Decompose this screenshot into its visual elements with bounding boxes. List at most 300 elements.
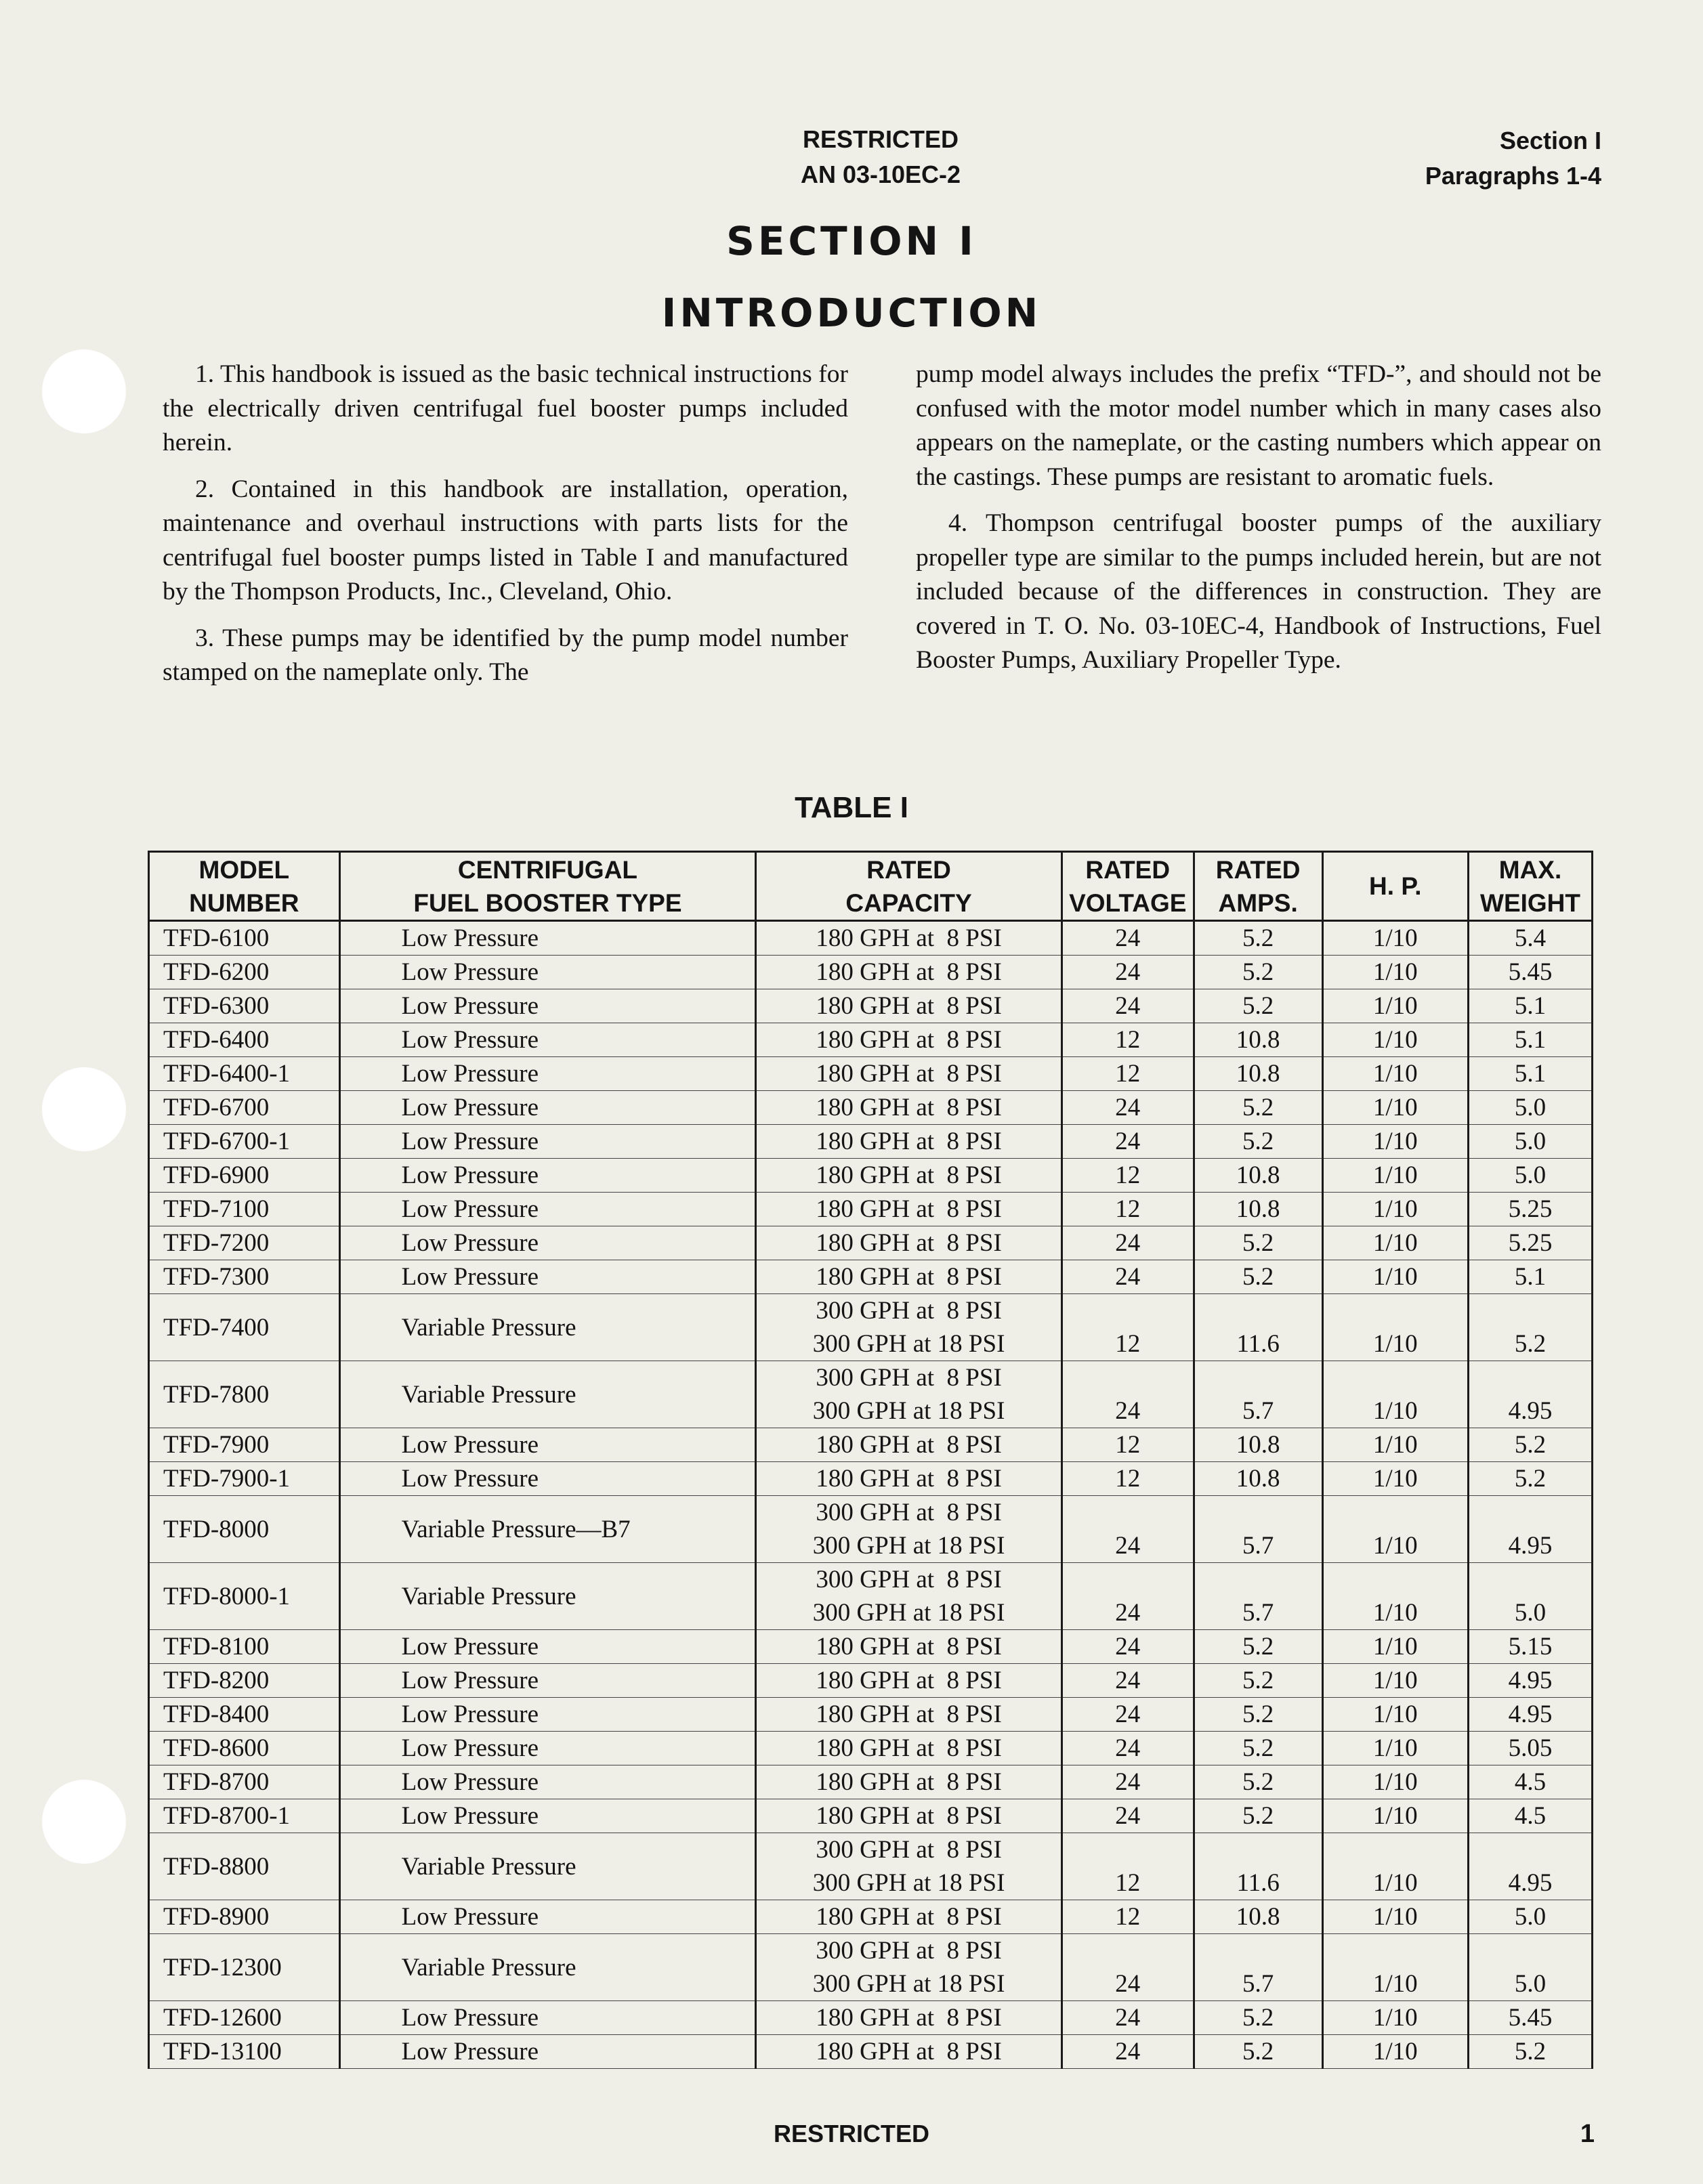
cell-amps: 11.6 — [1194, 1294, 1322, 1361]
cell-voltage: 24 — [1061, 921, 1194, 956]
cell-capacity — [756, 2001, 1061, 2035]
paragraph-3-start: 3. These pumps may be identified by the pump model number stamped on the nameplate only. The — [163, 624, 848, 686]
cell-amps: 10.8 — [1194, 1193, 1322, 1226]
capacity-line: 300 GPH at 8 PSI — [816, 1364, 1002, 1392]
table-row — [149, 1833, 1593, 1900]
capacity-line: 180 GPH at 8 PSI — [816, 2038, 1002, 2065]
cell-model: TFD-6400-1 — [149, 1057, 340, 1091]
cell-model: TFD-6700-1 — [149, 1125, 340, 1159]
cell-weight: 5.1 — [1469, 989, 1593, 1023]
header-rated-amps-line: AMPS. — [1218, 888, 1298, 917]
cell-weight: 5.2 — [1469, 1462, 1593, 1496]
cell-hp: 1/10 — [1322, 1563, 1468, 1630]
cell-type: Variable Pressure — [339, 1934, 756, 2001]
cell-amps: 5.2 — [1194, 1664, 1322, 1698]
cell-amps: 5.2 — [1194, 1260, 1322, 1294]
cell-model: TFD-8600 — [149, 1732, 340, 1765]
cell-capacity — [756, 956, 1061, 989]
capacity-line: 180 GPH at 8 PSI — [816, 1431, 1002, 1459]
capacity-line: 180 GPH at 8 PSI — [816, 1700, 1002, 1728]
cell-model: TFD-6100 — [149, 921, 340, 956]
cell-amps: 5.2 — [1194, 1091, 1322, 1125]
capacity-line: 300 GPH at 8 PSI — [816, 1499, 1002, 1526]
cell-capacity — [756, 1091, 1061, 1125]
cell-capacity — [756, 1833, 1061, 1900]
cell-weight: 5.2 — [1469, 1294, 1593, 1361]
cell-amps: 10.8 — [1194, 1159, 1322, 1193]
cell-weight: 5.45 — [1469, 956, 1593, 989]
capacity-line: 180 GPH at 8 PSI — [816, 1026, 1002, 1054]
capacity-line: 180 GPH at 8 PSI — [816, 1060, 1002, 1088]
cell-type: Low Pressure — [339, 1900, 756, 1934]
cell-capacity — [756, 1057, 1061, 1091]
cell-voltage: 12 — [1061, 1833, 1194, 1900]
capacity-line: 180 GPH at 8 PSI — [816, 1263, 1002, 1291]
cell-hp: 1/10 — [1322, 1260, 1468, 1294]
cell-amps: 10.8 — [1194, 1462, 1322, 1496]
cell-type: Variable Pressure — [339, 1361, 756, 1428]
capacity-line: 180 GPH at 8 PSI — [816, 1465, 1002, 1493]
capacity-line: 300 GPH at 18 PSI — [812, 1532, 1005, 1560]
cell-capacity — [756, 1563, 1061, 1630]
cell-amps: 5.2 — [1194, 1226, 1322, 1260]
table-row — [149, 2035, 1593, 2069]
cell-weight: 5.1 — [1469, 1057, 1593, 1091]
cell-voltage: 24 — [1061, 1732, 1194, 1765]
cell-hp: 1/10 — [1322, 2001, 1468, 2035]
cell-capacity — [756, 1934, 1061, 2001]
cell-model: TFD-8200 — [149, 1664, 340, 1698]
table-row — [149, 1159, 1593, 1193]
cell-type: Low Pressure — [339, 2035, 756, 2069]
cell-type: Low Pressure — [339, 1159, 756, 1193]
header-rated-voltage — [1061, 852, 1194, 921]
capacity-line: 180 GPH at 8 PSI — [816, 1195, 1002, 1223]
header-section: Section I — [1499, 127, 1601, 154]
cell-weight: 5.25 — [1469, 1226, 1593, 1260]
cell-voltage: 12 — [1061, 1057, 1194, 1091]
cell-capacity — [756, 989, 1061, 1023]
table-row — [149, 1934, 1593, 2001]
binder-hole-bottom — [42, 1780, 126, 1864]
cell-amps: 10.8 — [1194, 1023, 1322, 1057]
cell-amps: 5.2 — [1194, 989, 1322, 1023]
cell-voltage: 12 — [1061, 1900, 1194, 1934]
cell-type: Low Pressure — [339, 1732, 756, 1765]
cell-type: Low Pressure — [339, 1260, 756, 1294]
header-max-weight-line: WEIGHT — [1480, 888, 1580, 917]
cell-capacity — [756, 1361, 1061, 1428]
cell-type: Low Pressure — [339, 2001, 756, 2035]
capacity-line: 180 GPH at 8 PSI — [816, 1903, 1002, 1931]
cell-weight: 5.2 — [1469, 1428, 1593, 1462]
cell-capacity — [756, 1765, 1061, 1799]
cell-model: TFD-12600 — [149, 2001, 340, 2035]
table-row — [149, 1563, 1593, 1630]
cell-voltage: 24 — [1061, 1125, 1194, 1159]
header-rated-voltage-line: VOLTAGE — [1069, 888, 1187, 917]
header-rated-capacity — [756, 852, 1061, 921]
cell-model: TFD-12300 — [149, 1934, 340, 2001]
cell-voltage: 24 — [1061, 1091, 1194, 1125]
cell-model: TFD-8000-1 — [149, 1563, 340, 1630]
cell-weight: 5.0 — [1469, 1900, 1593, 1934]
cell-type: Low Pressure — [339, 989, 756, 1023]
cell-amps: 10.8 — [1194, 1900, 1322, 1934]
cell-type: Low Pressure — [339, 956, 756, 989]
right-column — [916, 358, 1601, 690]
cell-type: Low Pressure — [339, 1226, 756, 1260]
cell-model: TFD-7900-1 — [149, 1462, 340, 1496]
cell-amps: 5.2 — [1194, 1765, 1322, 1799]
cell-weight: 5.0 — [1469, 1091, 1593, 1125]
header-classification: RESTRICTED — [802, 125, 959, 153]
cell-capacity — [756, 2035, 1061, 2069]
header-hp-line: H. P. — [1369, 872, 1422, 900]
cell-hp: 1/10 — [1322, 989, 1468, 1023]
cell-voltage: 24 — [1061, 1698, 1194, 1732]
header-max-weight-line: MAX. — [1498, 855, 1562, 884]
header-rated-capacity-line: CAPACITY — [845, 888, 972, 917]
cell-voltage: 12 — [1061, 1023, 1194, 1057]
capacity-line: 300 GPH at 18 PSI — [812, 1397, 1005, 1425]
cell-hp: 1/10 — [1322, 1226, 1468, 1260]
cell-weight: 4.95 — [1469, 1833, 1593, 1900]
cell-model: TFD-6700 — [149, 1091, 340, 1125]
cell-weight: 5.05 — [1469, 1732, 1593, 1765]
paragraph-3-continued: pump model always includes the prefix “TFD-”, and should not be confused with the motor model number which in many cases also appears on the nameplate, or the casting numbers which appear on the castings. These pumps are resistant to aromatic fuels. — [916, 360, 1601, 491]
table-row — [149, 1664, 1593, 1698]
cell-voltage: 24 — [1061, 1664, 1194, 1698]
cell-model: TFD-7300 — [149, 1260, 340, 1294]
cell-amps: 10.8 — [1194, 1428, 1322, 1462]
capacity-line: 180 GPH at 8 PSI — [816, 924, 1002, 952]
table-header-row — [149, 852, 1593, 921]
header-hp — [1322, 852, 1468, 921]
capacity-line: 180 GPH at 8 PSI — [816, 1768, 1002, 1796]
cell-model: TFD-6300 — [149, 989, 340, 1023]
page-title: INTRODUCTION — [661, 290, 1042, 336]
cell-model: TFD-7800 — [149, 1361, 340, 1428]
cell-hp: 1/10 — [1322, 1630, 1468, 1664]
cell-model: TFD-7200 — [149, 1226, 340, 1260]
cell-capacity — [756, 1900, 1061, 1934]
capacity-line: 180 GPH at 8 PSI — [816, 1633, 1002, 1661]
cell-weight: 5.0 — [1469, 1934, 1593, 2001]
cell-type: Variable Pressure—B7 — [339, 1496, 756, 1563]
header-model-number — [149, 852, 340, 921]
capacity-line: 180 GPH at 8 PSI — [816, 992, 1002, 1020]
cell-model: TFD-8100 — [149, 1630, 340, 1664]
cell-capacity — [756, 1294, 1061, 1361]
cell-hp: 1/10 — [1322, 1799, 1468, 1833]
capacity-line: 300 GPH at 8 PSI — [816, 1937, 1002, 1965]
cell-voltage: 24 — [1061, 1563, 1194, 1630]
cell-hp: 1/10 — [1322, 1159, 1468, 1193]
cell-model: TFD-8700-1 — [149, 1799, 340, 1833]
cell-voltage: 12 — [1061, 1428, 1194, 1462]
cell-type: Variable Pressure — [339, 1563, 756, 1630]
cell-hp: 1/10 — [1322, 1765, 1468, 1799]
cell-hp: 1/10 — [1322, 956, 1468, 989]
cell-type: Low Pressure — [339, 1091, 756, 1125]
page-header-center — [725, 122, 1036, 192]
left-column — [163, 358, 848, 702]
cell-voltage: 12 — [1061, 1193, 1194, 1226]
cell-weight: 5.0 — [1469, 1563, 1593, 1630]
cell-type: Low Pressure — [339, 1799, 756, 1833]
capacity-line: 180 GPH at 8 PSI — [816, 2004, 1002, 2032]
table-row — [149, 1260, 1593, 1294]
cell-weight: 4.95 — [1469, 1698, 1593, 1732]
paragraph-1: 1. This handbook is issued as the basic technical instructions for the electrically driven centrifugal fuel booster pumps included herein. — [163, 360, 848, 456]
capacity-line: 180 GPH at 8 PSI — [816, 1229, 1002, 1257]
cell-model: TFD-6200 — [149, 956, 340, 989]
header-rated-capacity-line: RATED — [866, 855, 951, 884]
cell-capacity — [756, 1630, 1061, 1664]
cell-amps: 10.8 — [1194, 1057, 1322, 1091]
cell-hp: 1/10 — [1322, 2035, 1468, 2069]
capacity-line: 300 GPH at 8 PSI — [816, 1566, 1002, 1593]
pump-table — [148, 851, 1593, 2069]
capacity-line: 180 GPH at 8 PSI — [816, 1667, 1002, 1694]
cell-capacity — [756, 1428, 1061, 1462]
cell-type: Low Pressure — [339, 1630, 756, 1664]
cell-type: Low Pressure — [339, 1125, 756, 1159]
table-row — [149, 1361, 1593, 1428]
table-row — [149, 1193, 1593, 1226]
cell-type: Low Pressure — [339, 1057, 756, 1091]
cell-voltage: 12 — [1061, 1294, 1194, 1361]
header-model-number-line: MODEL — [198, 855, 290, 884]
capacity-line: 300 GPH at 18 PSI — [812, 1970, 1005, 1998]
table-row — [149, 1023, 1593, 1057]
table-row — [149, 1057, 1593, 1091]
table-row — [149, 1091, 1593, 1125]
cell-voltage: 12 — [1061, 1159, 1194, 1193]
table-row — [149, 1900, 1593, 1934]
cell-voltage: 24 — [1061, 1226, 1194, 1260]
cell-amps: 5.2 — [1194, 2035, 1322, 2069]
cell-capacity — [756, 1193, 1061, 1226]
cell-type: Variable Pressure — [339, 1833, 756, 1900]
cell-voltage: 24 — [1061, 2001, 1194, 2035]
cell-weight: 4.95 — [1469, 1496, 1593, 1563]
header-paragraphs: Paragraphs 1-4 — [1425, 162, 1601, 190]
cell-weight: 4.5 — [1469, 1765, 1593, 1799]
table-row — [149, 2001, 1593, 2035]
cell-model: TFD-7400 — [149, 1294, 340, 1361]
cell-weight: 5.1 — [1469, 1260, 1593, 1294]
table-row — [149, 1496, 1593, 1563]
cell-voltage: 24 — [1061, 1361, 1194, 1428]
cell-weight: 5.1 — [1469, 1023, 1593, 1057]
cell-voltage: 12 — [1061, 1462, 1194, 1496]
footer-classification: RESTRICTED — [773, 2120, 929, 2147]
capacity-line: 180 GPH at 8 PSI — [816, 1128, 1002, 1155]
capacity-line: 180 GPH at 8 PSI — [816, 1734, 1002, 1762]
cell-capacity — [756, 1125, 1061, 1159]
cell-hp: 1/10 — [1322, 1125, 1468, 1159]
cell-model: TFD-6400 — [149, 1023, 340, 1057]
table-row — [149, 1698, 1593, 1732]
cell-hp: 1/10 — [1322, 1057, 1468, 1091]
cell-hp: 1/10 — [1322, 1462, 1468, 1496]
cell-model: TFD-7100 — [149, 1193, 340, 1226]
cell-type: Low Pressure — [339, 1023, 756, 1057]
cell-model: TFD-13100 — [149, 2035, 340, 2069]
header-booster-type-line: FUEL BOOSTER TYPE — [413, 888, 682, 917]
cell-hp: 1/10 — [1322, 1023, 1468, 1057]
binder-hole-middle — [42, 1067, 126, 1151]
table-row — [149, 1428, 1593, 1462]
header-doc-number: AN 03-10EC-2 — [800, 160, 961, 188]
table-row — [149, 1630, 1593, 1664]
cell-model: TFD-8000 — [149, 1496, 340, 1563]
cell-voltage: 24 — [1061, 1630, 1194, 1664]
header-rated-voltage-line: RATED — [1085, 855, 1171, 884]
cell-amps: 5.2 — [1194, 2001, 1322, 2035]
header-booster-type — [339, 852, 756, 921]
table-row — [149, 921, 1593, 956]
cell-hp: 1/10 — [1322, 1091, 1468, 1125]
cell-hp: 1/10 — [1322, 1664, 1468, 1698]
cell-capacity — [756, 1664, 1061, 1698]
cell-weight: 5.25 — [1469, 1193, 1593, 1226]
cell-voltage: 24 — [1061, 1799, 1194, 1833]
cell-type: Variable Pressure — [339, 1294, 756, 1361]
header-booster-type-line: CENTRIFUGAL — [457, 855, 638, 884]
cell-hp: 1/10 — [1322, 1428, 1468, 1462]
table-row — [149, 956, 1593, 989]
cell-type: Low Pressure — [339, 1765, 756, 1799]
cell-hp: 1/10 — [1322, 1193, 1468, 1226]
cell-weight: 4.5 — [1469, 1799, 1593, 1833]
cell-model: TFD-6900 — [149, 1159, 340, 1193]
table-row — [149, 1294, 1593, 1361]
cell-amps: 5.2 — [1194, 1125, 1322, 1159]
capacity-line: 300 GPH at 18 PSI — [812, 1599, 1005, 1627]
cell-amps: 5.2 — [1194, 1630, 1322, 1664]
cell-type: Low Pressure — [339, 1428, 756, 1462]
cell-amps: 11.6 — [1194, 1833, 1322, 1900]
cell-capacity — [756, 1260, 1061, 1294]
cell-model: TFD-8700 — [149, 1765, 340, 1799]
cell-capacity — [756, 1698, 1061, 1732]
cell-amps: 5.2 — [1194, 1698, 1322, 1732]
header-max-weight — [1469, 852, 1593, 921]
cell-capacity — [756, 1496, 1061, 1563]
cell-amps: 5.2 — [1194, 1799, 1322, 1833]
cell-type: Low Pressure — [339, 1193, 756, 1226]
header-rated-amps-line: RATED — [1215, 855, 1301, 884]
cell-amps: 5.7 — [1194, 1496, 1322, 1563]
cell-amps: 5.7 — [1194, 1563, 1322, 1630]
header-model-number-line: NUMBER — [189, 888, 299, 917]
capacity-line: 300 GPH at 18 PSI — [812, 1330, 1005, 1358]
cell-type: Low Pressure — [339, 1698, 756, 1732]
cell-amps: 5.7 — [1194, 1934, 1322, 2001]
table-row — [149, 1732, 1593, 1765]
cell-hp: 1/10 — [1322, 1496, 1468, 1563]
cell-capacity — [756, 1159, 1061, 1193]
page-header-right — [1425, 123, 1601, 194]
table-row — [149, 1462, 1593, 1496]
cell-voltage: 24 — [1061, 1260, 1194, 1294]
cell-weight: 5.0 — [1469, 1125, 1593, 1159]
capacity-line: 300 GPH at 8 PSI — [816, 1297, 1002, 1325]
cell-amps: 5.2 — [1194, 1732, 1322, 1765]
cell-model: TFD-7900 — [149, 1428, 340, 1462]
table-row — [149, 989, 1593, 1023]
cell-model: TFD-8800 — [149, 1833, 340, 1900]
cell-voltage: 24 — [1061, 1934, 1194, 2001]
table-row — [149, 1226, 1593, 1260]
cell-hp: 1/10 — [1322, 1833, 1468, 1900]
cell-type: Low Pressure — [339, 1462, 756, 1496]
capacity-line: 180 GPH at 8 PSI — [816, 1802, 1002, 1830]
capacity-line: 180 GPH at 8 PSI — [816, 1094, 1002, 1121]
cell-hp: 1/10 — [1322, 1732, 1468, 1765]
cell-voltage: 24 — [1061, 989, 1194, 1023]
cell-weight: 4.95 — [1469, 1361, 1593, 1428]
capacity-line: 300 GPH at 8 PSI — [816, 1836, 1002, 1864]
cell-hp: 1/10 — [1322, 1294, 1468, 1361]
cell-voltage: 24 — [1061, 1496, 1194, 1563]
cell-capacity — [756, 1226, 1061, 1260]
cell-capacity — [756, 1799, 1061, 1833]
cell-weight: 5.4 — [1469, 921, 1593, 956]
cell-hp: 1/10 — [1322, 1698, 1468, 1732]
cell-hp: 1/10 — [1322, 1900, 1468, 1934]
paragraph-4: 4. Thompson centrifugal booster pumps of the auxiliary propeller type are similar to the pumps included herein, but are not included because of the differences in construction. They are covered in T. O. No. 03-10EC-4, Handbook of Instructions, Fuel Booster Pumps, Auxiliary Propeller Type. — [916, 509, 1601, 674]
cell-hp: 1/10 — [1322, 921, 1468, 956]
cell-hp: 1/10 — [1322, 1934, 1468, 2001]
cell-amps: 5.2 — [1194, 921, 1322, 956]
paragraph-2: 2. Contained in this handbook are installation, operation, maintenance and overhaul instructions with parts lists for the centrifugal fuel booster pumps listed in Table I and manufactured by the Thompson Products, Inc., Cleveland, Ohio. — [163, 475, 848, 605]
cell-amps: 5.7 — [1194, 1361, 1322, 1428]
cell-hp: 1/10 — [1322, 1361, 1468, 1428]
section-title: SECTION I — [726, 218, 977, 264]
page-number: 1 — [1580, 2120, 1595, 2148]
cell-capacity — [756, 1732, 1061, 1765]
cell-model: TFD-8900 — [149, 1900, 340, 1934]
binder-hole-top — [42, 349, 126, 433]
table-title: TABLE I — [795, 791, 908, 824]
cell-capacity — [756, 1462, 1061, 1496]
cell-weight: 5.15 — [1469, 1630, 1593, 1664]
table-row — [149, 1765, 1593, 1799]
cell-type: Low Pressure — [339, 1664, 756, 1698]
cell-weight: 5.45 — [1469, 2001, 1593, 2035]
header-rated-amps — [1194, 852, 1322, 921]
capacity-line: 180 GPH at 8 PSI — [816, 958, 1002, 986]
cell-amps: 5.2 — [1194, 956, 1322, 989]
cell-voltage: 24 — [1061, 2035, 1194, 2069]
cell-voltage: 24 — [1061, 956, 1194, 989]
cell-weight: 5.2 — [1469, 2035, 1593, 2069]
table-row — [149, 1799, 1593, 1833]
cell-weight: 5.0 — [1469, 1159, 1593, 1193]
cell-capacity — [756, 921, 1061, 956]
capacity-line: 300 GPH at 18 PSI — [812, 1869, 1005, 1897]
capacity-line: 180 GPH at 8 PSI — [816, 1161, 1002, 1189]
cell-model: TFD-8400 — [149, 1698, 340, 1732]
cell-type: Low Pressure — [339, 921, 756, 956]
cell-weight: 4.95 — [1469, 1664, 1593, 1698]
cell-capacity — [756, 1023, 1061, 1057]
cell-voltage: 24 — [1061, 1765, 1194, 1799]
